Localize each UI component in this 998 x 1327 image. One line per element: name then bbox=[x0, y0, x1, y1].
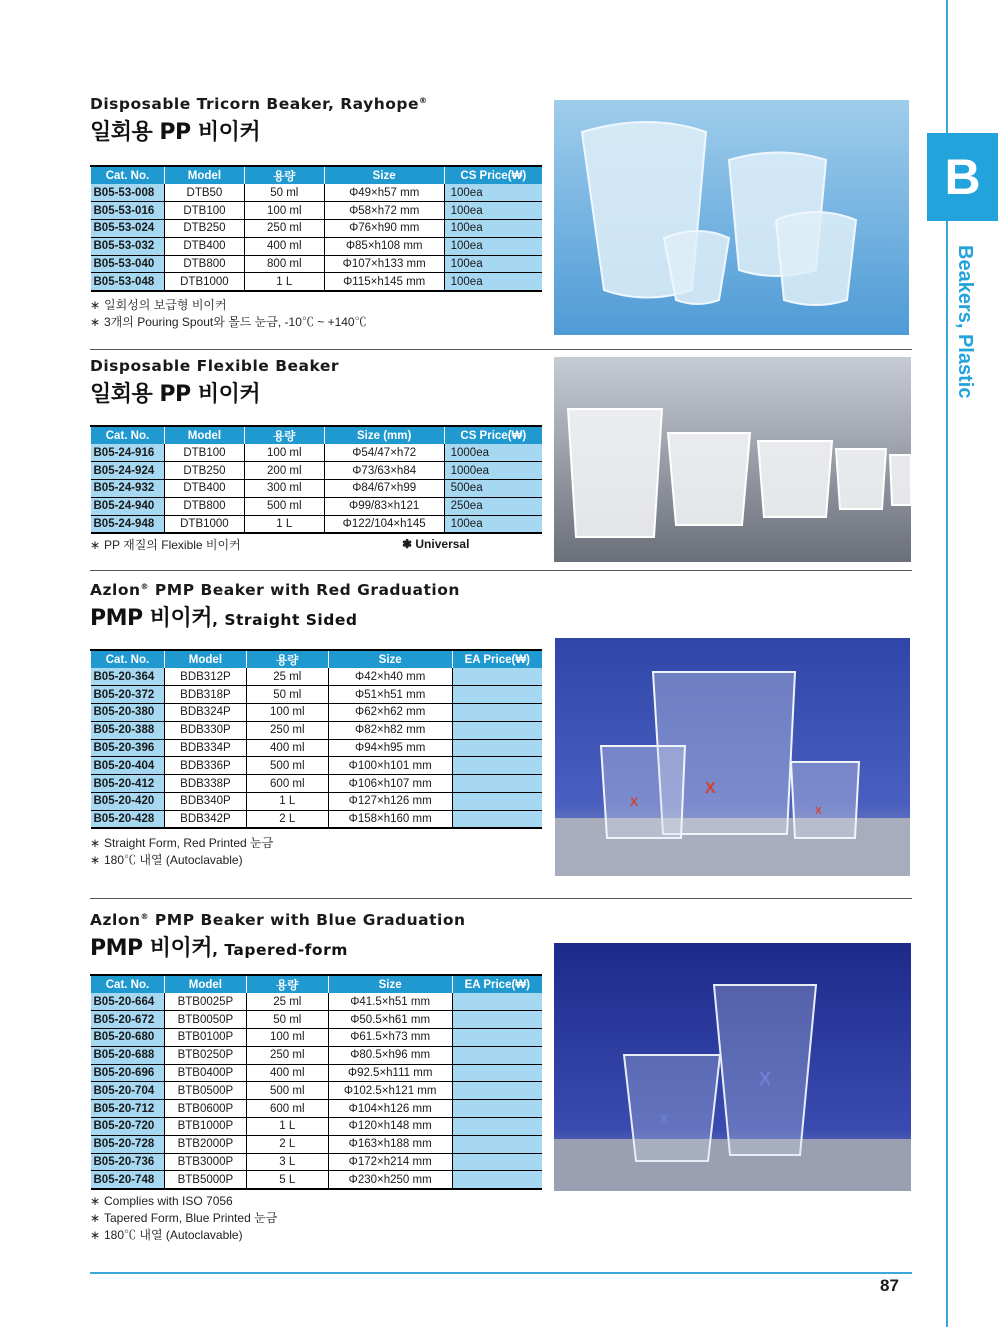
price-cell: 100ea bbox=[444, 237, 542, 255]
note-text: 180℃ 내열 (Autoclavable) bbox=[104, 853, 243, 867]
table-row bbox=[91, 1029, 543, 1047]
product-photo-blue-graduation-beakers bbox=[554, 943, 911, 1191]
table-row bbox=[91, 1171, 543, 1189]
size-cell: Φ172×h214 mm bbox=[328, 1153, 452, 1171]
volume-cell: 2 L bbox=[246, 810, 328, 828]
size-cell: Φ102.5×h121 mm bbox=[328, 1082, 452, 1100]
table-row bbox=[91, 1011, 543, 1029]
cat-no-cell: B05-20-664 bbox=[91, 993, 165, 1011]
brand-universal: ❃ Universal bbox=[402, 537, 470, 551]
cat-no-cell: B05-20-720 bbox=[91, 1118, 165, 1136]
table-row bbox=[91, 184, 543, 202]
table-row bbox=[91, 721, 543, 739]
table-header-row bbox=[91, 166, 543, 184]
price-cell: 100ea bbox=[444, 273, 542, 291]
size-cell: Φ94×h95 mm bbox=[328, 739, 452, 757]
table-row bbox=[91, 1082, 543, 1100]
table-row bbox=[91, 237, 543, 255]
cat-no-cell: B05-20-372 bbox=[91, 686, 165, 704]
price-cell bbox=[452, 1046, 542, 1064]
column-header: Model bbox=[164, 426, 244, 444]
volume-cell: 1 L bbox=[244, 273, 324, 291]
note-line bbox=[90, 537, 241, 554]
size-cell: Φ82×h82 mm bbox=[328, 721, 452, 739]
column-header: Cat. No. bbox=[91, 975, 165, 993]
page-number: 87 bbox=[880, 1276, 899, 1295]
page-footer-line bbox=[90, 1272, 912, 1274]
cat-no-cell: B05-20-748 bbox=[91, 1171, 165, 1189]
size-cell: Φ49×h57 mm bbox=[324, 184, 444, 202]
section-title-ko: PMP 비이커, Tapered-form bbox=[90, 936, 348, 961]
price-cell: 100ea bbox=[444, 515, 542, 533]
column-header: Size (mm) bbox=[324, 426, 444, 444]
svg-text:X: X bbox=[705, 780, 716, 797]
volume-cell: 600 ml bbox=[246, 1100, 328, 1118]
model-cell: DTB100 bbox=[164, 202, 244, 220]
column-header: Cat. No. bbox=[91, 426, 165, 444]
model-cell: DTB250 bbox=[164, 462, 244, 480]
size-cell: Φ61.5×h73 mm bbox=[328, 1029, 452, 1047]
catalog-table bbox=[90, 165, 542, 292]
table-header-row bbox=[91, 426, 543, 444]
volume-cell: 1 L bbox=[244, 515, 324, 533]
cat-no-cell: B05-20-680 bbox=[91, 1029, 165, 1047]
table-row bbox=[91, 480, 543, 498]
note-text: 3개의 Pouring Spout와 몰드 눈금, -10℃ ~ +140℃ bbox=[104, 315, 367, 329]
section-notes bbox=[90, 1193, 277, 1244]
column-header: EA Price(₩) bbox=[452, 975, 542, 993]
model-cell: BTB2000P bbox=[164, 1135, 246, 1153]
cat-no-cell: B05-24-940 bbox=[91, 497, 165, 515]
catalog-table bbox=[90, 974, 542, 1190]
price-cell: 250ea bbox=[444, 497, 542, 515]
volume-cell: 400 ml bbox=[244, 237, 324, 255]
svg-text:X: X bbox=[815, 806, 822, 817]
price-cell bbox=[452, 1153, 542, 1171]
size-cell: Φ104×h126 mm bbox=[328, 1100, 452, 1118]
cat-no-cell: B05-20-688 bbox=[91, 1046, 165, 1064]
price-cell: 100ea bbox=[444, 184, 542, 202]
volume-cell: 50 ml bbox=[246, 1011, 328, 1029]
size-cell: Φ54/47×h72 bbox=[324, 444, 444, 462]
volume-cell: 1 L bbox=[246, 1118, 328, 1136]
product-section-red-graduation bbox=[90, 581, 912, 632]
price-cell bbox=[452, 757, 542, 775]
product-photo-flexible-beakers bbox=[554, 357, 911, 562]
volume-cell: 1 L bbox=[246, 793, 328, 811]
price-cell bbox=[452, 1029, 542, 1047]
price-cell: 100ea bbox=[444, 255, 542, 273]
size-cell: Φ100×h101 mm bbox=[328, 757, 452, 775]
price-cell bbox=[452, 1135, 542, 1153]
note-text: Straight Form, Red Printed 눈금 bbox=[104, 836, 274, 850]
section-title-ko: PMP 비이커, Straight Sided bbox=[90, 606, 358, 631]
section-divider bbox=[90, 570, 912, 571]
price-cell bbox=[452, 793, 542, 811]
table-row bbox=[91, 462, 543, 480]
price-cell: 1000ea bbox=[444, 462, 542, 480]
model-cell: BDB336P bbox=[164, 757, 246, 775]
price-cell: 1000ea bbox=[444, 444, 542, 462]
price-cell bbox=[452, 775, 542, 793]
section-title-en: Azlon® PMP Beaker with Red Graduation bbox=[90, 581, 460, 599]
model-cell: DTB400 bbox=[164, 237, 244, 255]
table-row bbox=[91, 255, 543, 273]
table-row bbox=[91, 793, 543, 811]
volume-cell: 250 ml bbox=[246, 721, 328, 739]
note-line bbox=[90, 297, 367, 314]
volume-cell: 500 ml bbox=[246, 1082, 328, 1100]
product-photo-red-graduation-beakers bbox=[555, 638, 910, 876]
model-cell: BTB1000P bbox=[164, 1118, 246, 1136]
cat-no-cell: B05-53-024 bbox=[91, 220, 165, 238]
note-line bbox=[90, 314, 367, 331]
cat-no-cell: B05-20-404 bbox=[91, 757, 165, 775]
price-cell: 500ea bbox=[444, 480, 542, 498]
model-cell: BDB334P bbox=[164, 739, 246, 757]
price-cell bbox=[452, 1118, 542, 1136]
model-cell: BDB318P bbox=[164, 686, 246, 704]
volume-cell: 300 ml bbox=[244, 480, 324, 498]
table-row bbox=[91, 686, 543, 704]
price-cell: 100ea bbox=[444, 202, 542, 220]
column-header: 용량 bbox=[246, 650, 328, 668]
cat-no-cell: B05-20-412 bbox=[91, 775, 165, 793]
volume-cell: 500 ml bbox=[246, 757, 328, 775]
model-cell: DTB50 bbox=[164, 184, 244, 202]
volume-cell: 250 ml bbox=[246, 1046, 328, 1064]
cat-no-cell: B05-20-364 bbox=[91, 668, 165, 686]
size-cell: Φ107×h133 mm bbox=[324, 255, 444, 273]
cat-no-cell: B05-20-672 bbox=[91, 1011, 165, 1029]
cat-no-cell: B05-20-696 bbox=[91, 1064, 165, 1082]
section-notes bbox=[90, 537, 241, 554]
model-cell: DTB800 bbox=[164, 255, 244, 273]
note-line bbox=[90, 1227, 277, 1244]
table-row bbox=[91, 993, 543, 1011]
bullet-icon: ∗ bbox=[90, 1228, 101, 1242]
bullet-icon: ∗ bbox=[90, 1194, 101, 1208]
table-row bbox=[91, 1118, 543, 1136]
product-photo-tricorn-beakers bbox=[554, 100, 909, 335]
section-title-en: Disposable Flexible Beaker bbox=[90, 357, 340, 375]
column-header: 용량 bbox=[246, 975, 328, 993]
section-title-ko: 일회용 PP 비이커 bbox=[90, 120, 261, 145]
bullet-icon: ∗ bbox=[90, 315, 101, 329]
column-header: 용량 bbox=[244, 166, 324, 184]
volume-cell: 25 ml bbox=[246, 993, 328, 1011]
cat-no-cell: B05-20-388 bbox=[91, 721, 165, 739]
section-tab-category: Beakers, Plastic bbox=[954, 245, 976, 399]
column-header: Cat. No. bbox=[91, 166, 165, 184]
table-row bbox=[91, 668, 543, 686]
model-cell: BTB0250P bbox=[164, 1046, 246, 1064]
price-cell bbox=[452, 993, 542, 1011]
column-header: CS Price(₩) bbox=[444, 166, 542, 184]
column-header: CS Price(₩) bbox=[444, 426, 542, 444]
cat-no-cell: B05-53-032 bbox=[91, 237, 165, 255]
size-cell: Φ76×h90 mm bbox=[324, 220, 444, 238]
size-cell: Φ163×h188 mm bbox=[328, 1135, 452, 1153]
cat-no-cell: B05-20-736 bbox=[91, 1153, 165, 1171]
size-cell: Φ62×h62 mm bbox=[328, 704, 452, 722]
size-cell: Φ92.5×h111 mm bbox=[328, 1064, 452, 1082]
volume-cell: 250 ml bbox=[244, 220, 324, 238]
volume-cell: 3 L bbox=[246, 1153, 328, 1171]
volume-cell: 800 ml bbox=[244, 255, 324, 273]
model-cell: DTB800 bbox=[164, 497, 244, 515]
column-header: Model bbox=[164, 975, 246, 993]
volume-cell: 50 ml bbox=[244, 184, 324, 202]
table-row bbox=[91, 220, 543, 238]
price-cell bbox=[452, 810, 542, 828]
cat-no-cell: B05-20-428 bbox=[91, 810, 165, 828]
cat-no-cell: B05-20-712 bbox=[91, 1100, 165, 1118]
model-cell: BDB340P bbox=[164, 793, 246, 811]
cat-no-cell: B05-53-048 bbox=[91, 273, 165, 291]
model-cell: BTB0050P bbox=[164, 1011, 246, 1029]
volume-cell: 25 ml bbox=[246, 668, 328, 686]
size-cell: Φ122/104×h145 bbox=[324, 515, 444, 533]
size-cell: Φ80.5×h96 mm bbox=[328, 1046, 452, 1064]
table-row bbox=[91, 497, 543, 515]
table-row bbox=[91, 704, 543, 722]
price-cell bbox=[452, 1082, 542, 1100]
bullet-icon: ∗ bbox=[90, 836, 101, 850]
section-title-ko: 일회용 PP 비이커 bbox=[90, 382, 261, 407]
column-header: Size bbox=[324, 166, 444, 184]
price-cell: 100ea bbox=[444, 220, 542, 238]
volume-cell: 400 ml bbox=[246, 739, 328, 757]
size-cell: Φ127×h126 mm bbox=[328, 793, 452, 811]
model-cell: BDB324P bbox=[164, 704, 246, 722]
model-cell: DTB1000 bbox=[164, 515, 244, 533]
table-row bbox=[91, 202, 543, 220]
price-cell bbox=[452, 739, 542, 757]
table-row bbox=[91, 775, 543, 793]
price-cell bbox=[452, 1011, 542, 1029]
volume-cell: 600 ml bbox=[246, 775, 328, 793]
cat-no-cell: B05-53-008 bbox=[91, 184, 165, 202]
size-cell: Φ41.5×h51 mm bbox=[328, 993, 452, 1011]
size-cell: Φ120×h148 mm bbox=[328, 1118, 452, 1136]
catalog-table bbox=[90, 425, 542, 534]
table-row bbox=[91, 1064, 543, 1082]
note-line bbox=[90, 835, 273, 852]
table-row bbox=[91, 1100, 543, 1118]
volume-cell: 100 ml bbox=[244, 202, 324, 220]
price-cell bbox=[452, 721, 542, 739]
model-cell: BTB3000P bbox=[164, 1153, 246, 1171]
volume-cell: 100 ml bbox=[246, 1029, 328, 1047]
table-row bbox=[91, 757, 543, 775]
model-cell: BTB0500P bbox=[164, 1082, 246, 1100]
volume-cell: 500 ml bbox=[244, 497, 324, 515]
catalog-table bbox=[90, 649, 542, 829]
table-row bbox=[91, 273, 543, 291]
table-row bbox=[91, 810, 543, 828]
volume-cell: 2 L bbox=[246, 1135, 328, 1153]
table-row bbox=[91, 515, 543, 533]
model-cell: DTB400 bbox=[164, 480, 244, 498]
section-notes bbox=[90, 835, 273, 869]
note-text: PP 재질의 Flexible 비이커 bbox=[104, 538, 241, 552]
section-title-en: Azlon® PMP Beaker with Blue Graduation bbox=[90, 911, 466, 929]
cat-no-cell: B05-53-016 bbox=[91, 202, 165, 220]
volume-cell: 50 ml bbox=[246, 686, 328, 704]
model-cell: BDB330P bbox=[164, 721, 246, 739]
column-header: Model bbox=[164, 650, 246, 668]
cat-no-cell: B05-24-916 bbox=[91, 444, 165, 462]
model-cell: DTB250 bbox=[164, 220, 244, 238]
table-row bbox=[91, 1046, 543, 1064]
bullet-icon: ∗ bbox=[90, 538, 101, 552]
bullet-icon: ∗ bbox=[90, 298, 101, 312]
price-cell bbox=[452, 686, 542, 704]
svg-text:X: X bbox=[759, 1069, 772, 1089]
model-cell: DTB1000 bbox=[164, 273, 244, 291]
bullet-icon: ∗ bbox=[90, 1211, 101, 1225]
table-row bbox=[91, 1135, 543, 1153]
model-cell: BTB5000P bbox=[164, 1171, 246, 1189]
section-notes bbox=[90, 297, 367, 331]
cat-no-cell: B05-20-380 bbox=[91, 704, 165, 722]
cat-no-cell: B05-24-932 bbox=[91, 480, 165, 498]
cat-no-cell: B05-20-420 bbox=[91, 793, 165, 811]
cat-no-cell: B05-53-040 bbox=[91, 255, 165, 273]
model-cell: DTB100 bbox=[164, 444, 244, 462]
section-divider bbox=[90, 898, 912, 899]
cat-no-cell: B05-24-948 bbox=[91, 515, 165, 533]
model-cell: BDB312P bbox=[164, 668, 246, 686]
cat-no-cell: B05-20-704 bbox=[91, 1082, 165, 1100]
column-header: Model bbox=[164, 166, 244, 184]
table-row bbox=[91, 1153, 543, 1171]
note-text: 180℃ 내열 (Autoclavable) bbox=[104, 1228, 243, 1242]
cat-no-cell: B05-20-728 bbox=[91, 1135, 165, 1153]
bullet-icon: ∗ bbox=[90, 853, 101, 867]
size-cell: Φ158×h160 mm bbox=[328, 810, 452, 828]
svg-text:X: X bbox=[630, 795, 639, 809]
model-cell: BDB342P bbox=[164, 810, 246, 828]
svg-text:X: X bbox=[660, 1112, 669, 1126]
column-header: 용량 bbox=[244, 426, 324, 444]
price-cell bbox=[452, 704, 542, 722]
column-header: Cat. No. bbox=[91, 650, 165, 668]
model-cell: BTB0600P bbox=[164, 1100, 246, 1118]
volume-cell: 200 ml bbox=[244, 462, 324, 480]
column-header: Size bbox=[328, 975, 452, 993]
volume-cell: 100 ml bbox=[246, 704, 328, 722]
price-cell bbox=[452, 1064, 542, 1082]
size-cell: Φ106×h107 mm bbox=[328, 775, 452, 793]
model-cell: BTB0400P bbox=[164, 1064, 246, 1082]
cat-no-cell: B05-20-396 bbox=[91, 739, 165, 757]
table-header-row bbox=[91, 650, 543, 668]
model-cell: BTB0100P bbox=[164, 1029, 246, 1047]
price-cell bbox=[452, 668, 542, 686]
note-text: 일회성의 보급형 비이커 bbox=[104, 298, 227, 312]
price-cell bbox=[452, 1100, 542, 1118]
size-cell: Φ73/63×h84 bbox=[324, 462, 444, 480]
section-divider bbox=[90, 349, 912, 350]
cat-no-cell: B05-24-924 bbox=[91, 462, 165, 480]
size-cell: Φ50.5×h61 mm bbox=[328, 1011, 452, 1029]
volume-cell: 400 ml bbox=[246, 1064, 328, 1082]
table-row bbox=[91, 444, 543, 462]
note-line bbox=[90, 1193, 277, 1210]
price-cell bbox=[452, 1171, 542, 1189]
size-cell: Φ115×h145 mm bbox=[324, 273, 444, 291]
note-line bbox=[90, 1210, 277, 1227]
volume-cell: 100 ml bbox=[244, 444, 324, 462]
size-cell: Φ85×h108 mm bbox=[324, 237, 444, 255]
table-row bbox=[91, 739, 543, 757]
column-header: Size bbox=[328, 650, 452, 668]
section-tab-letter: B bbox=[927, 133, 998, 221]
note-line bbox=[90, 852, 273, 869]
table-header-row bbox=[91, 975, 543, 993]
column-header: EA Price(₩) bbox=[452, 650, 542, 668]
size-cell: Φ84/67×h99 bbox=[324, 480, 444, 498]
size-cell: Φ230×h250 mm bbox=[328, 1171, 452, 1189]
model-cell: BTB0025P bbox=[164, 993, 246, 1011]
size-cell: Φ42×h40 mm bbox=[328, 668, 452, 686]
volume-cell: 5 L bbox=[246, 1171, 328, 1189]
model-cell: BDB338P bbox=[164, 775, 246, 793]
section-title-en: Disposable Tricorn Beaker, Rayhope® bbox=[90, 95, 428, 113]
note-text: Complies with ISO 7056 bbox=[104, 1194, 233, 1208]
size-cell: Φ99/83×h121 bbox=[324, 497, 444, 515]
size-cell: Φ51×h51 mm bbox=[328, 686, 452, 704]
note-text: Tapered Form, Blue Printed 눈금 bbox=[104, 1211, 278, 1225]
size-cell: Φ58×h72 mm bbox=[324, 202, 444, 220]
